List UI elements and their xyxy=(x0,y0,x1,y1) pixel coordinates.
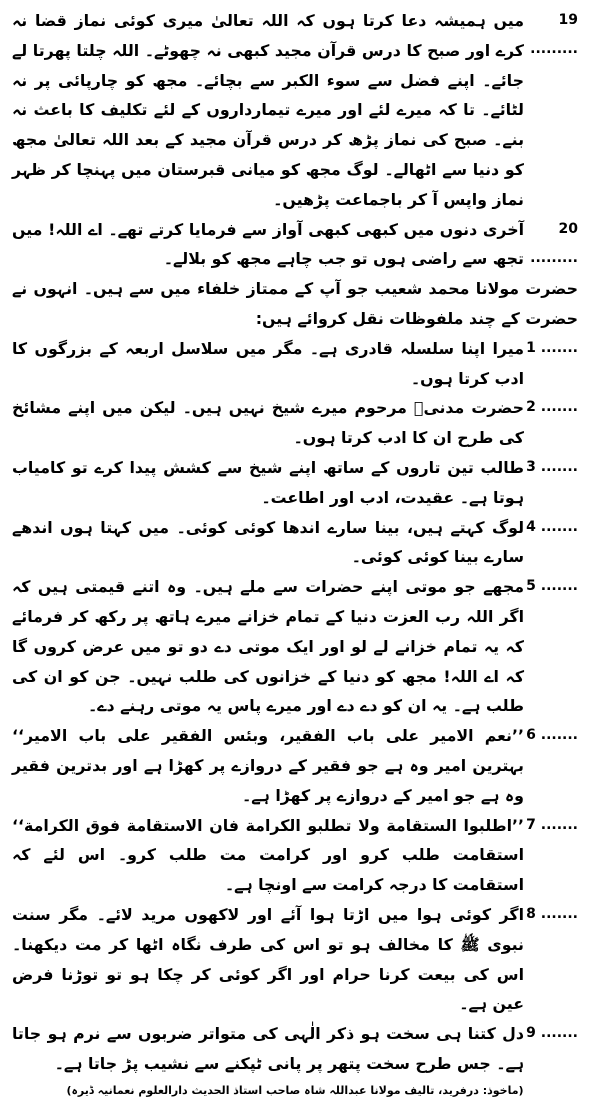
item-text: اگر کوئی ہوا میں اڑتا ہوا آئے اور لاکھوں مرید لائے۔ مگر سنت نبوی ﷺ کا مخالف ہو تو اس کی طرف نگاہ اٹھا کر مت دیکھنا۔ اس کی بیعت کرنا حرام اور اگر کوئی کر چکا ہو تو توڑنا فرض عین ہے۔ xyxy=(12,904,524,1014)
item-text: ’’اطلبوا الستقامة ولا تطلبو الکرامة فان الاستقامة فوق الکرامة‘‘ استقامت طلب کرو اور کرامت مت طلب کرو۔ اس لئے کہ استقامت کا درجہ کرامت سے اونچا ہے۔ xyxy=(12,815,524,895)
list-item-2 xyxy=(12,393,578,453)
source-citation: (ماخوذ: درفرید، تالیف مولانا عبداللہ شاہ صاحب استاذ الحدیث دارالعلوم نعمانیہ ڈیرہ) xyxy=(66,1083,524,1097)
list-item-8 xyxy=(12,900,578,1019)
list-item-4 xyxy=(12,513,578,573)
list-item-5 xyxy=(12,572,578,721)
item-text: میں ہمیشہ دعا کرتا ہوں کہ اللہ تعالیٰ میری کوئی نماز قضا نہ کرے اور صبح کا درس قرآن مجید کبھی نہ چھوٹے۔ اللہ چلتا پھرتا لے جائے۔ اپنے فضل سے سوء الکبر سے بچائے۔ مجھ کو چارپائی پر نہ لٹائے۔ تا کہ میرے لئے اور میرے تیمارداروں کے لئے تکلیف کا باعث نہ بنے۔ صبح کی نماز پڑھ کر درس قرآن مجید کے بعد اللہ تعالیٰ مجھ کو دنیا سے اٹھالے۔ لوگ مجھ کو میانی قبرستان میں پہنچا کر ظہر نماز واپس آ کر باجماعت پڑھیں۔ xyxy=(12,11,524,209)
intro-paragraph xyxy=(12,274,578,334)
item-text: میرا اپنا سلسلہ قادری ہے۔ مگر میں سلاسل اربعہ کے بزرگوں کا ادب کرتا ہوں۔ xyxy=(12,338,524,388)
intro-text: حضرت مولانا محمد شعیب جو آپ کے ممتاز خلفاء میں سے ہیں۔ انہوں نے حضرت کے چند ملفوظات نقل کروائے ہیں: xyxy=(12,279,578,328)
item-number: 9 ....... xyxy=(526,1025,578,1042)
item-number: 8 ....... xyxy=(526,905,578,922)
item-number: 1 ....... xyxy=(526,339,578,356)
item-number: 7 ....... xyxy=(526,816,578,833)
item-number: 5 ....... xyxy=(526,578,578,595)
item-number: 6 ....... xyxy=(526,727,578,744)
item-text: دل کتنا ہی سخت ہو ذکر الٰہی کی متواتر ضربوں سے نرم ہو جاتا ہے۔ جس طرح سخت پتھر پر پانی ٹپکنے سے نشیب پڑ جاتا ہے۔ xyxy=(12,1024,524,1073)
list-item-20 xyxy=(12,215,578,275)
list-item-9 xyxy=(12,1019,578,1079)
item-number: 19 ......... xyxy=(530,12,578,57)
item-text: لوگ کہتے ہیں، بینا سارے اندھا کوئی کوئی۔ میں کہتا ہوں اندھے سارے بینا کوئی کوئی۔ xyxy=(12,517,524,567)
item-text: حضرت مدنیؒ مرحوم میرے شیخ نہیں ہیں۔ لیکن میں اپنے مشائخ کی طرح ان کا ادب کرتا ہوں۔ xyxy=(12,398,524,448)
item-text: ’’نعم الامیر علی باب الفقیر، وبئس الفقیر علی باب الامیر‘‘ بہترین امیر وہ ہے جو فقیر کے دروازے پر کھڑا ہے اور بدترین فقیر وہ ہے جو امیر کے دروازے پر کھڑا ہے۔ xyxy=(12,726,524,805)
item-number: 3 ....... xyxy=(526,458,578,475)
list-item-3 xyxy=(12,453,578,513)
item-number: 2 ....... xyxy=(526,399,578,416)
item-number: 20 ......... xyxy=(530,220,578,266)
item-text: مجھے جو موتی اپنے حضرات سے ملے ہیں۔ وہ اتنے قیمتی ہیں کہ اگر اللہ رب العزت دنیا کے تمام خزانے میرے ہاتھ پر رکھ کر فرمائے کہ یہ تمام خزانے لے لو اور ایک موتی دے دو تو میں عرض کروں گا کہ اے اللہ! مجھ کو دنیا کے خزانوں کی طلب نہیں۔ جن کو ان کی طلب ہے۔ یہ ان کو دے دے اور میرے پاس یہ موتی رہنے دے۔ xyxy=(12,577,524,716)
list-item-6 xyxy=(12,721,578,810)
list-item-19 xyxy=(12,6,578,215)
item-text: آخری دنوں میں کبھی کبھی آواز سے فرمایا کرتے تھے۔ اے اللہ! میں تجھ سے راضی ہوں تو جب چاہے مجھ کو بلالے۔ xyxy=(12,219,524,269)
list-item-7 xyxy=(12,811,578,900)
item-text: طالب تین تاروں کے ساتھ اپنے شیخ سے کشش پیدا کرے تو کامیاب ہوتا ہے۔ عقیدت، ادب اور اطاعت۔ xyxy=(12,457,524,507)
list-item-1 xyxy=(12,334,578,394)
item-number: 4 ....... xyxy=(526,518,578,535)
